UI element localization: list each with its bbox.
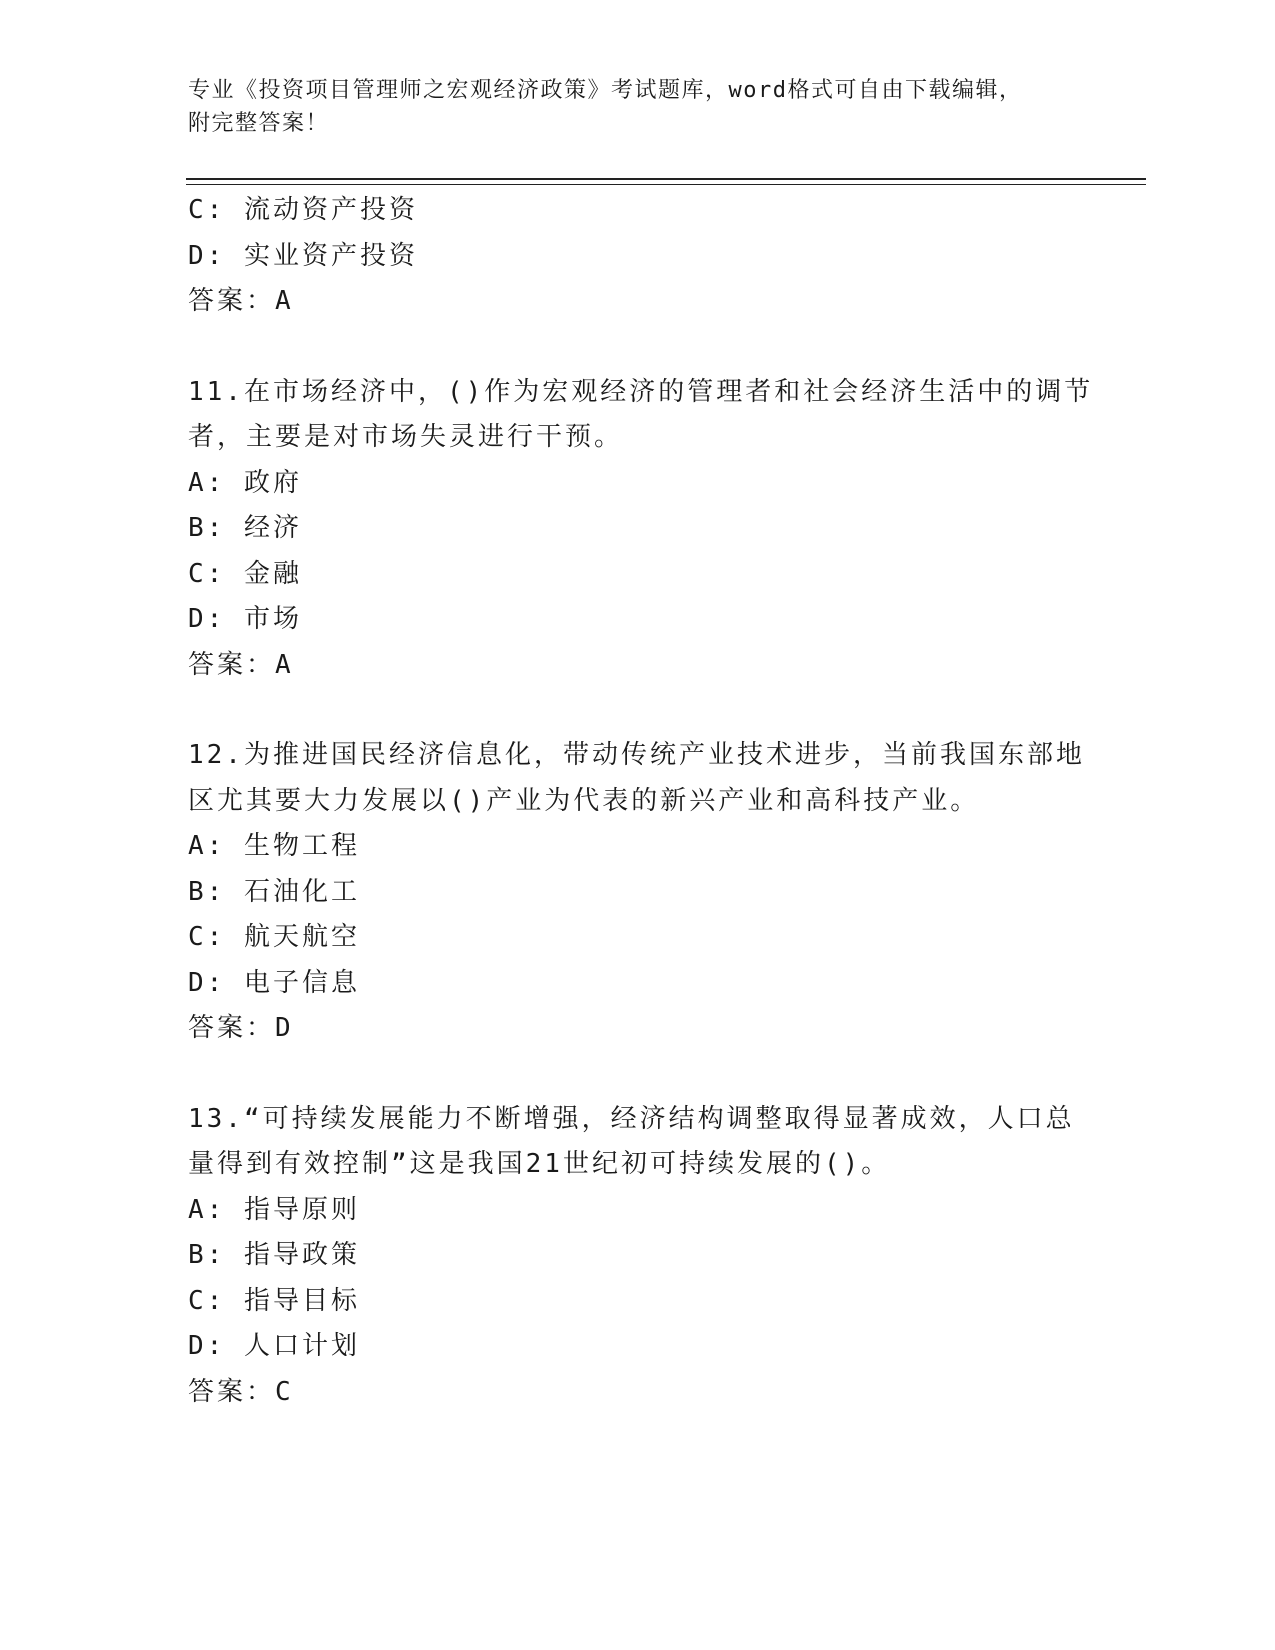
option-c: C: 指导目标 bbox=[188, 1285, 360, 1316]
option-d: D: 实业资产投资 bbox=[188, 240, 418, 271]
previous-question-tail bbox=[188, 188, 1088, 325]
question-stem-cont: 区尤其要大力发展以()产业为代表的新兴产业和高科技产业。 bbox=[188, 785, 980, 816]
spacer bbox=[188, 688, 1088, 733]
option-d: D: 人口计划 bbox=[188, 1331, 360, 1361]
spacer bbox=[188, 325, 1088, 370]
header-divider bbox=[186, 178, 1146, 185]
option-d: D: 市场 bbox=[188, 604, 302, 634]
question-stem: 12.为推进国民经济信息化，带动传统产业技术进步，当前我国东部地 bbox=[188, 740, 1085, 770]
answer: 答案：C bbox=[188, 1376, 294, 1407]
question-stem-cont: 量得到有效控制”这是我国21世纪初可持续发展的()。 bbox=[188, 1149, 891, 1179]
question-stem-cont: 者，主要是对市场失灵进行干预。 bbox=[188, 422, 624, 452]
option-a: A: 政府 bbox=[188, 467, 302, 498]
answer: 答案：A bbox=[188, 649, 294, 680]
spacer bbox=[188, 1052, 1088, 1097]
option-b: B: 石油化工 bbox=[188, 876, 360, 907]
option-b: B: 指导政策 bbox=[188, 1240, 360, 1270]
page-header bbox=[188, 74, 1068, 140]
option-a: A: 指导原则 bbox=[188, 1194, 360, 1225]
option-c: C: 航天航空 bbox=[188, 922, 360, 952]
answer: 答案：D bbox=[188, 1013, 294, 1043]
option-b: B: 经济 bbox=[188, 513, 302, 543]
question-stem: 13.“可持续发展能力不断增强，经济结构调整取得显著成效，人口总 bbox=[188, 1103, 1075, 1134]
option-c: C: 金融 bbox=[188, 558, 302, 589]
option-a: A: 生物工程 bbox=[188, 831, 360, 861]
answer: 答案：A bbox=[188, 286, 294, 316]
question-12 bbox=[188, 733, 1088, 1052]
option-d: D: 电子信息 bbox=[188, 967, 360, 998]
question-13 bbox=[188, 1097, 1088, 1416]
question-list bbox=[188, 188, 1094, 1415]
header-line-1: 专业《投资项目管理师之宏观经济政策》考试题库，word格式可自由下载编辑， bbox=[188, 78, 1023, 103]
question-11 bbox=[188, 370, 1094, 689]
header-line-2: 附完整答案！ bbox=[188, 111, 330, 136]
question-stem: 11.在市场经济中，()作为宏观经济的管理者和社会经济生活中的调节 bbox=[188, 376, 1094, 407]
option-c: C: 流动资产投资 bbox=[188, 195, 418, 225]
